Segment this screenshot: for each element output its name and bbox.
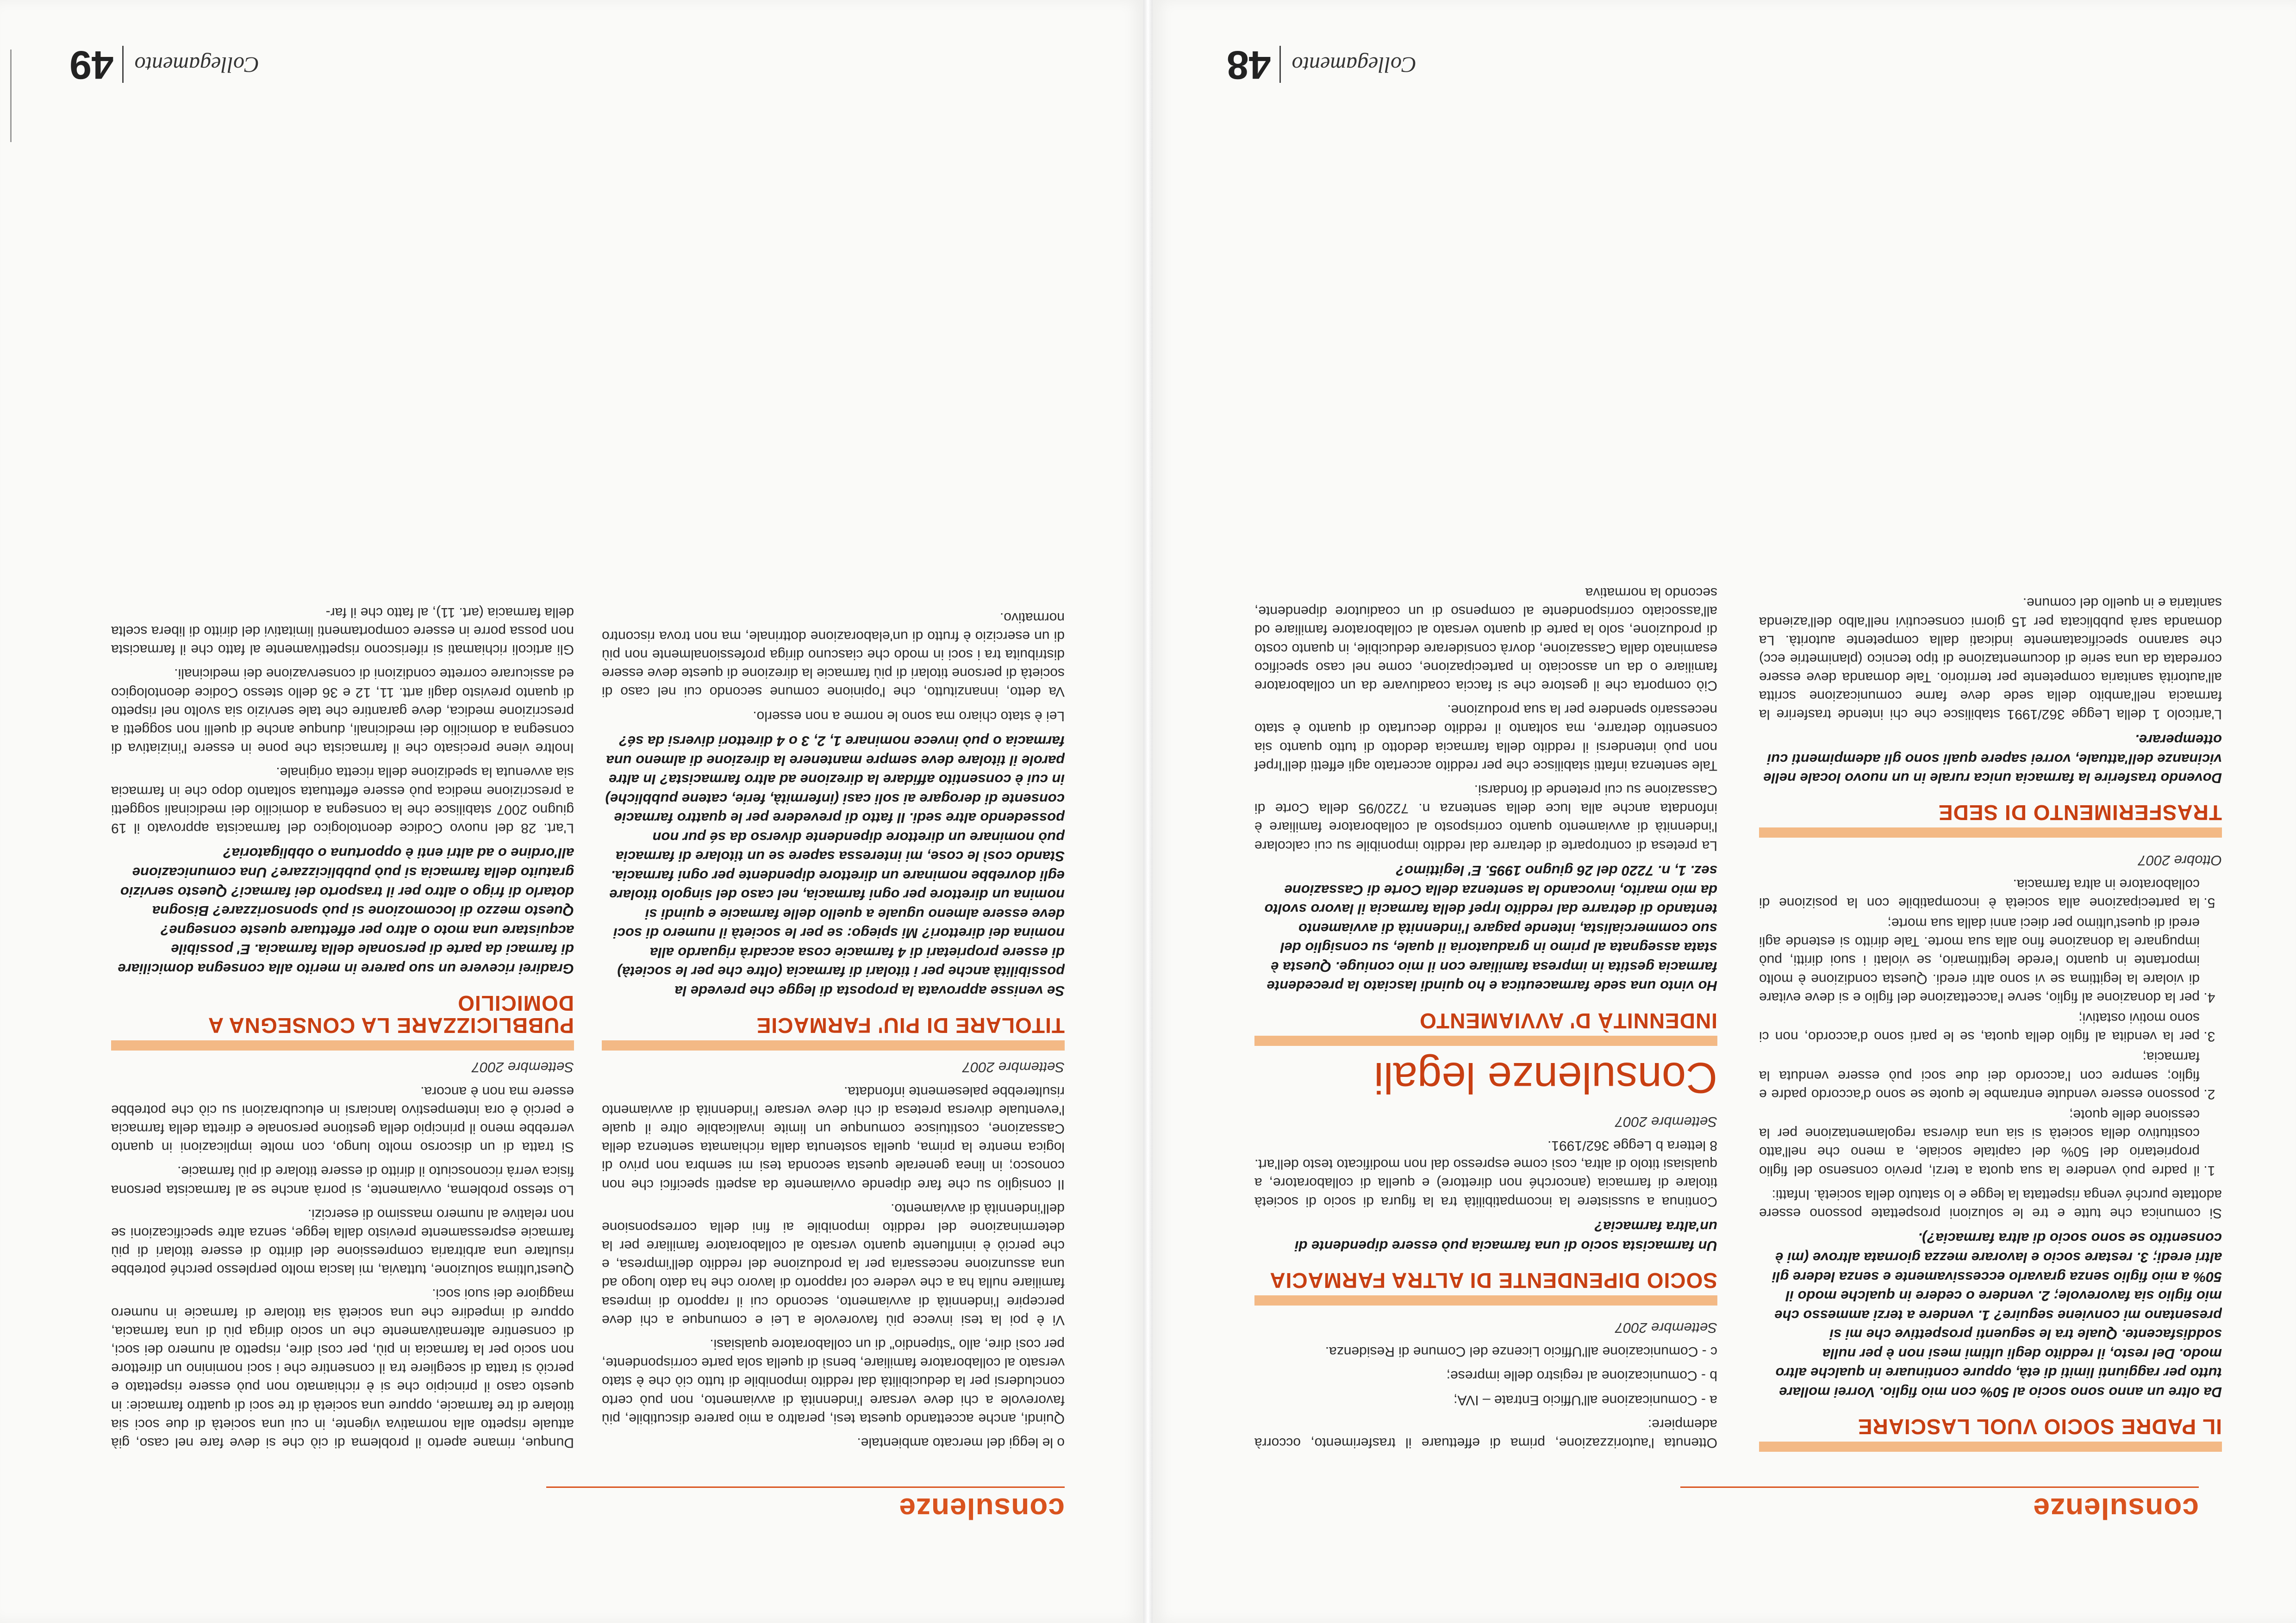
page-footer: [69, 42, 259, 87]
article-title: INDENNITÀ D' AVVIAMENTO: [1419, 1008, 1717, 1033]
magazine-logo: Collegamento: [134, 52, 259, 77]
page-48: [1153, 0, 2296, 1623]
right-column-2: [111, 87, 574, 1452]
answer-text: Quindi, anche accettando questa tesi, peraltro a mio parere discutibile, più favorevole a chi deve versare l'indennità di avviamento, non può certo concludersi per la deducibilità dal reddito imponibile di tutto ciò che è stato versato al collaboratore familiare, bensì di quella sola parte corrispondente, per così dire, allo "stipendio" di un collaboratore qualsiasi.: [602, 1337, 1065, 1426]
answer-item: b - Comunicazione al registro delle imprese;: [1446, 1368, 1717, 1384]
answer-text: Va detto, innanzitutto, che l'opinione comune secondo cui nel caso di società di persone titolari di più farmacie la direzione di queste deve essere distribuita tra i soci in modo che ciascuno diriga professionalmente non più di un esercizio è frutto di un'elaborazione dottrinale, ma non trova riscontro normativo.: [602, 609, 1065, 700]
answer-text: Inoltre viene precisato che il farmacista che pone in essere l'iniziativa di consegna a domicilio dei medicinali, dunque anche di quelli non soggetti a prescrizione medica, deve garantire che tale servizio sia svolto nel rispetto di quanto previsto dagli artt. 11, 12 e 36 dello stesso Codice deontologico ed assicurare corrette condizioni di conservazione dei medicinali.: [111, 666, 574, 756]
article-title: TITOLARE DI PIU' FARMACIE: [756, 1014, 1065, 1038]
answer-text: L'articolo 1 della Legge 362/1991 stabilisce che chi intende trasferire la farmacia nell'ambito della sede deve farne comunicazione scritta all'autorità sanitaria competente per territorio. Tale domanda deve essere corredata da una serie di documentazione di tipo tecnico (planimetrie ecc) che saranno specificatamente indicati dalla competente autorità. La domanda sarà pubblicata per 15 giorni consecutivi nell'albo dell'azienda sanitaria e in quello del comune.: [1759, 595, 2222, 722]
article-title: PUBBLICIZZARE LA CONSEGNA A DOMICILIO: [208, 991, 574, 1038]
article-title: IL PADRE SOCIO VUOL LASCIARE: [1857, 1415, 2222, 1439]
page-number: 48: [1227, 43, 1271, 87]
answer-text: Gli articoli richiamati si riferiscono rispettivamente al fatto che il farmacista non possa porre in essere comportamenti limitativi del diritto di libera scelta della farmacia (art. 11), al fatto che il far-: [111, 604, 574, 658]
section-brand: consulenze: [2033, 1492, 2199, 1525]
answer-text: Tale sentenza infatti stabilisce che per reddito accertato agli effetti dell'Irpef non può intendersi il reddito della farmacia dedotto di tutto quanto sia consentito detrarre, ma soltanto il reddito decurtato di quanto è stato necessario spendere per la sua produzione.: [1254, 702, 1717, 773]
answer-text: Quest'ultima soluzione, tuttavia, mi lascia molto perplesso perché potrebbe risultare una arbitraria compressione del diritto di essere titolari di più farmacie espressamente previsto dalla legge, senza altre specificazioni se non relative al numero massimo di esercizi.: [111, 1206, 574, 1278]
answer-text: L'art. 28 del nuovo Codice deontologico del farmacista approvato il 19 giugno 2007 stabilisce che la consegna a domicilio dei medicinali soggetti a prescrizione medica può essere effettuata soltanto dopo che in farmacia sia avvenuta la spedizione della ricetta originale.: [111, 765, 574, 836]
question-text: Da oltre un anno sono socio al 50% con mio figlio. Vorrei mollare tutto per raggiunti limiti di età, oppure continuare in qualche altro modo. Del resto, il reddito degli ultimi mesi non è per nulla soddisfacente. Quale tra le seguenti prospettive che mi si presentano mi conviene seguire? 1. vendere a terzi ammesso che mio figlio sia favorevole; 2. vendere o cedere in qualche modo il 50% a mio figlio senza gravarlo eccessivamente e senza ledere gli altri eredi; 3. restare socio e lavorare mezza giornata altrove (mi è consentito se sono socio di altra farmacia?).: [1772, 1230, 2222, 1400]
answer-text: Lei è stato chiaro ma sono le norme a non esserlo.: [753, 708, 1065, 724]
title-bar: [1759, 1442, 2222, 1452]
answer-text: o le leggi del mercato ambientale.: [857, 1435, 1065, 1450]
question-text: Dovendo trasferire la farmacia unica rurale in un nuovo locale nelle vicinanze dell'attuale, vorrei sapere quali sono gli adempimenti cui ottemperare.: [1763, 732, 2222, 787]
answer-text: Lo stesso problema, ovviamente, si porrà anche se al farmacista persona fisica verrà riconosciuto il diritto di essere titolare di più farmacie.: [111, 1163, 574, 1198]
article-date: Settembre 2007: [1615, 1320, 1717, 1337]
answer-text: Vi è poi la tesi invece più favorevole a Lei e comunque a chi deve percepire l'indennità di avviamento, secondo cui il rapporto di impresa familiare nulla ha a che vedere col rapporto di lavoro che ha dato luogo ad una assunzione necessaria per la produzione del reddito dell'impresa, e che perciò è ininfluente quanto versato al collaboratore familiare per la determinazione del reddito imponibile ai fini della corresponsione dell'indennità di avviamento.: [602, 1200, 1065, 1328]
title-bar: [1759, 827, 2222, 838]
title-bar: [1254, 1295, 1717, 1306]
page-number: 49: [69, 43, 114, 87]
article-title: TRASFERIMENTO DI SEDE: [1938, 801, 2222, 825]
left-column-2: [1254, 87, 1717, 1452]
answer-text: Ottenuta l'autorizzazione, prima di effettuare il trasferimento, occorrà adempiere:: [1254, 1416, 1717, 1450]
answer-text: Si comunica che tutte e tre le soluzioni prospettate possono essere adottate purché venga rispettata la legge e lo statuto della società. Infatti:: [1759, 1187, 2222, 1221]
article-socio-dipendente: [1254, 1113, 1717, 1306]
scan-edge-mark: [10, 50, 12, 142]
list-item: 5. la partecipazione alla società è incompatibile con la posizione di collaboratore in altra farmacia.: [1759, 875, 2200, 912]
answer-text: Si tratta di un discorso molto lungo, con molte implicazioni in quanto verrebbe meno il principio della gestione personale e diretta della farmacia e perciò è ora intempestivo lanciarsi in elucubrazioni su ciò che potrebbe essere ma non è ancora.: [111, 1083, 574, 1155]
article-date: Ottobre 2007: [2138, 852, 2222, 869]
left-column-1: [1759, 87, 2222, 1452]
question-text: Gradirei ricevere un suo parere in merito alla consegna domiciliare di farmaci da parte di personale della farmacia. E' possibile acquistare una moto o altro per effettuare queste consegne? Questo mezzo di locomozione si può sponsorizzare? Bisogna dotarlo di frigo o altro per il trasporto dei farmaci? Questo servizio gratuito della farmacia si può pubblicizzare? Una comunicazione all'ordine o ad altri enti è opportuna o obbligatoria?: [118, 845, 574, 977]
section-brand: consulenze: [898, 1492, 1065, 1525]
footer-divider: [122, 46, 124, 83]
question-text: Se venisse approvata la proposta di legge che prevede la possibilità anche per i titolari di farmacia (oltre che per le società) di essere proprietari di 4 farmacie cosa accadrà riguardo alla nomina dei direttori? Mi spiego: se per le società il numero di soci deve essere almeno uguale a quello delle farmacie e quindi si nomina un direttore per ogni farmacia, nel caso del singolo titolare egli dovrebbe nominare un direttore dipendente per ogni farmacia. Stando così le cose, mi interessa sapere se un titolare di farmacia può nominare un direttore dipendente diverso da sé pur non possedendo altre sedi. Il fatto di prevedere per le quattro farmacie consente di derogare ai soli casi (infermità, ferie, catene pubbliche) in cui è consentito affidare la direzione ad altro farmacista? In altre parole il titolare deve sempre mantenere la direzione di almeno una farmacia o può invece nominare 1, 2, 3 o 4 direttori diversi da sé?: [605, 733, 1065, 999]
gutter-fold: [1143, 0, 1153, 1623]
article-date: Settembre 2007: [472, 1059, 574, 1076]
question-text: Ho vinto una sede farmaceutica e ho quindi lasciato la precedente farmacia gestita in impresa familiare con il mio coniuge. Questa è stata assegnata al primo in graduatoria il quale, su consiglio del suo commercialista, intende pagare l'indennità di avviamento tentando di detrarre dal reddito Irpef della farmacia il lavoro svolto da mio marito, invocando la sentenza della Corte di Cassazione sez. 1, n. 7220 del 26 giugno 1995. E' legittimo?: [1264, 863, 1717, 995]
article-date: Settembre 2007: [1615, 1113, 1717, 1130]
page-49: [0, 0, 1143, 1623]
answer-text: La pretesa di controparte di detrarre dal reddito imponibile su cui calcolare l'indennità di avviamento quanto corrisposto al collaboratore familiare è infondata anche alla luce della sentenza n. 7220/95 della Corte di Cassazione su cui pretende di fondarsi.: [1254, 782, 1717, 853]
answer-list: [1759, 875, 2222, 1180]
list-item: 1. il padre può vendere la sua quota a terzi, previo consenso del figlio proprietario del 50% del capitale sociale, a meno che nell'atto costitutivo della società si sia una diversa regolamentazione per la cessione delle quote;: [1759, 1105, 2200, 1180]
title-bar: [1254, 1036, 1717, 1046]
magazine-logo: Collegamento: [1292, 52, 1416, 77]
list-item: 2. possono essere vendute entrambe le quote se sono d'accordo padre e figlio; sempre con l'accordo dei due soci può essere venduta la farmacia;: [1759, 1047, 2200, 1103]
article-consegna-domicilio: [111, 603, 574, 1051]
title-bar: [602, 1040, 1065, 1051]
answer-item: c - Comunicazione all'Ufficio Licenze del Comune di Residenza.: [1325, 1344, 1717, 1360]
article-trasferimento: [1759, 593, 2222, 838]
footer-divider: [1279, 46, 1281, 83]
question-text: Un farmacista socio di una farmacia può essere dipendente di un'altra farmacia?: [1294, 1219, 1717, 1254]
answer-text: Dunque, rimane aperto il problema di ciò che si deve fare nel caso, già attuale rispetto alla normativa vigente, in cui una società di due soci sia titolare di tre farmacie, oppure una società di tre soci di quattro farmacie: in questo caso il principio che si è richiamato non può essere rispettato e perciò si tratta di scegliere tra il consentire che i soci nominino un direttore non socio per la farmacia in più, per così dire, rispetto al numero dei soci, di consentire alternativamente che un socio diriga più di una farmacia, oppure di impedire che una società sia titolare di farmacie in numero maggiore dei suoi soci.: [111, 1286, 574, 1450]
answer-text: Continua a sussistere la incompatibilità tra la figura di socio di società titolare di farmacia (ancorché non direttore) e quella di collaboratore, a qualsiasi titolo di altra, così come espresso dal non modificato testo dell'art. 8 lettera b Legge 362/1991.: [1254, 1138, 1717, 1209]
page-title: Consulenze legali: [1373, 1053, 1717, 1102]
article-title: SOCIO DIPENDENTE DI ALTRA FARMACIA: [1269, 1268, 1717, 1293]
article-padre-socio: [1759, 852, 2222, 1452]
list-item: 3. per la vendita al figlio della quota, se le parti sono d'accordo, non ci sono motivi ostativi;: [1759, 1008, 2200, 1045]
title-bar: [111, 1040, 574, 1051]
right-column-1: [602, 87, 1065, 1452]
answer-text: Il consiglio su che fare dipende ovviamente da aspetti specifici che non conosco; in linea generale questa seconda tesi mi sembra non privo di logica mentre la prima, quella sostenuta dalla richiamata sentenza della Cassazione, costituisce comunque un limite invalicabile oltre il quale l'eventuale diversa pretesa di chi deve versare l'indennità di avviamento risulterebbe palesemente infondata.: [602, 1083, 1065, 1192]
page-footer: [1227, 42, 1416, 87]
article-titolare-piu-farmacie: [602, 608, 1065, 1051]
list-item: 4. per la donazione al figlio, serve l'accettazione del figlio e si deve evitare di violare la legittima se vi sono altri eredi. Questa condizione è molto importante in quanto l'erede legittimario, se violati i suoi diritti, può impugnare la donazione fino alla sua morte. Tale diritto si estende agli eredi di quest'ultimo per dieci anni dalla sua morte;: [1759, 914, 2200, 1007]
answer-text: Ciò comporta che il gestore che si faccia coadiuvare da un collaboratore familiare o da un associato in partecipazione, come nel caso specifico esaminato dalla Cassazione, dovrà considerare deducibile, in quanto costo di produzione, solo la parte di quanto versato al collaboratore familiare od all'associato corrispondente al compenso di un coadiutore dipendente, secondo la normativa: [1254, 585, 1717, 694]
article-indennita: [1254, 583, 1717, 1046]
answer-item: a - Comunicazione all'Ufficio Entrate – IVA;: [1454, 1392, 1717, 1408]
article-date: Settembre 2007: [962, 1059, 1065, 1076]
article-trasferimento-cont: [1254, 1319, 1717, 1452]
